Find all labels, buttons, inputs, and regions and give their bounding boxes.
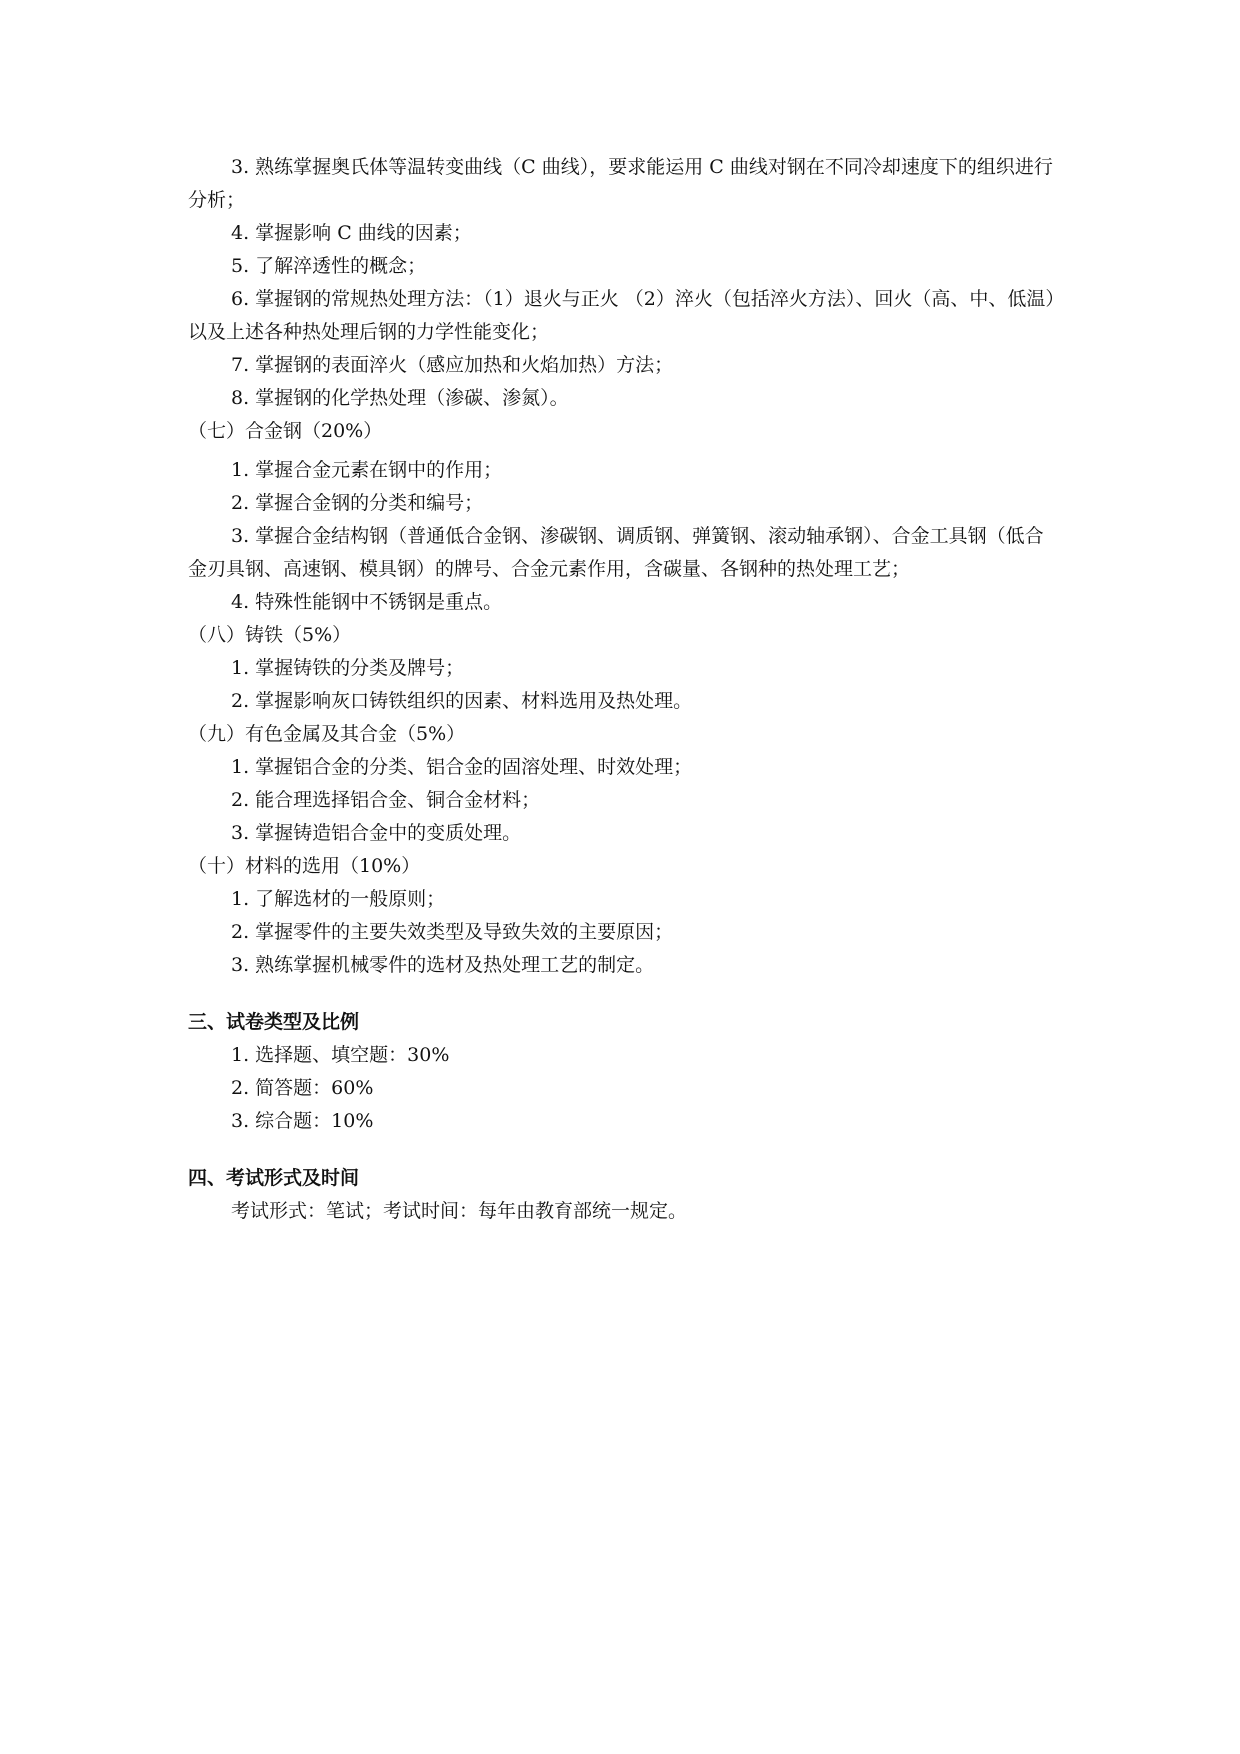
document-body xyxy=(188,151,1060,1228)
list-item: 2. 掌握合金钢的分类和编号； xyxy=(231,492,484,514)
list-item: 3. 掌握铸造铝合金中的变质处理。 xyxy=(231,822,522,844)
list-item: 1. 了解选材的一般原则； xyxy=(231,888,446,910)
list-item-8: 8. 掌握钢的化学热处理（渗碳、渗氮）。 xyxy=(231,387,569,409)
section-heading-exam-form: 四、考试形式及时间 xyxy=(188,1167,360,1189)
list-item: 3. 熟练掌握机械零件的选材及热处理工艺的制定。 xyxy=(231,954,655,976)
list-item: 1. 掌握铝合金的分类、铝合金的固溶处理、时效处理； xyxy=(231,756,693,778)
list-item: 2. 掌握影响灰口铸铁组织的因素、材料选用及热处理。 xyxy=(231,690,693,712)
list-item: 4. 特殊性能钢中不锈钢是重点。 xyxy=(231,591,503,613)
list-item: 1. 掌握合金元素在钢中的作用； xyxy=(231,459,503,481)
list-item: 1. 掌握铸铁的分类及牌号； xyxy=(231,657,465,679)
list-item: 2. 能合理选择铝合金、铜合金材料； xyxy=(231,789,541,811)
list-item: 2. 简答题：60% xyxy=(231,1077,374,1099)
section-heading-exam-types: 三、试卷类型及比例 xyxy=(188,1011,360,1033)
exam-form-text: 考试形式：笔试；考试时间：每年由教育部统一规定。 xyxy=(231,1200,688,1222)
section-heading-cast-iron: （八）铸铁（5%） xyxy=(188,624,352,646)
section-heading-nonferrous: （九）有色金属及其合金（5%） xyxy=(188,723,466,745)
list-item-6: 6. 掌握钢的常规热处理方法：（1）退火与正火 （2）淬火（包括淬火方法）、回火（高、中、低温）以及上述各种热处理后钢的力学性能变化； xyxy=(188,288,1055,343)
list-item-3: 3. 熟练掌握奥氏体等温转变曲线（C 曲线），要求能运用 C 曲线对钢在不同冷却速度下的组织进行分析； xyxy=(188,156,1053,211)
section-heading-alloy-steel: （七）合金钢（20%） xyxy=(188,420,383,442)
section-heading-material-selection: （十）材料的选用（10%） xyxy=(188,855,421,877)
list-item-7: 7. 掌握钢的表面淬火（感应加热和火焰加热）方法； xyxy=(231,354,674,376)
list-item: 3. 掌握合金结构钢（普通低合金钢、渗碳钢、调质钢、弹簧钢、滚动轴承钢）、合金工具钢（低合金刃具钢、高速钢、模具钢）的牌号、合金元素作用，含碳量、各钢种的热处理工艺； xyxy=(188,525,1044,580)
list-item: 2. 掌握零件的主要失效类型及导致失效的主要原因； xyxy=(231,921,674,943)
list-item: 3. 综合题：10% xyxy=(231,1110,374,1132)
list-item-5: 5. 了解淬透性的概念； xyxy=(231,255,427,277)
list-item: 1. 选择题、填空题：30% xyxy=(231,1044,450,1066)
list-item-4: 4. 掌握影响 C 曲线的因素； xyxy=(231,222,472,244)
